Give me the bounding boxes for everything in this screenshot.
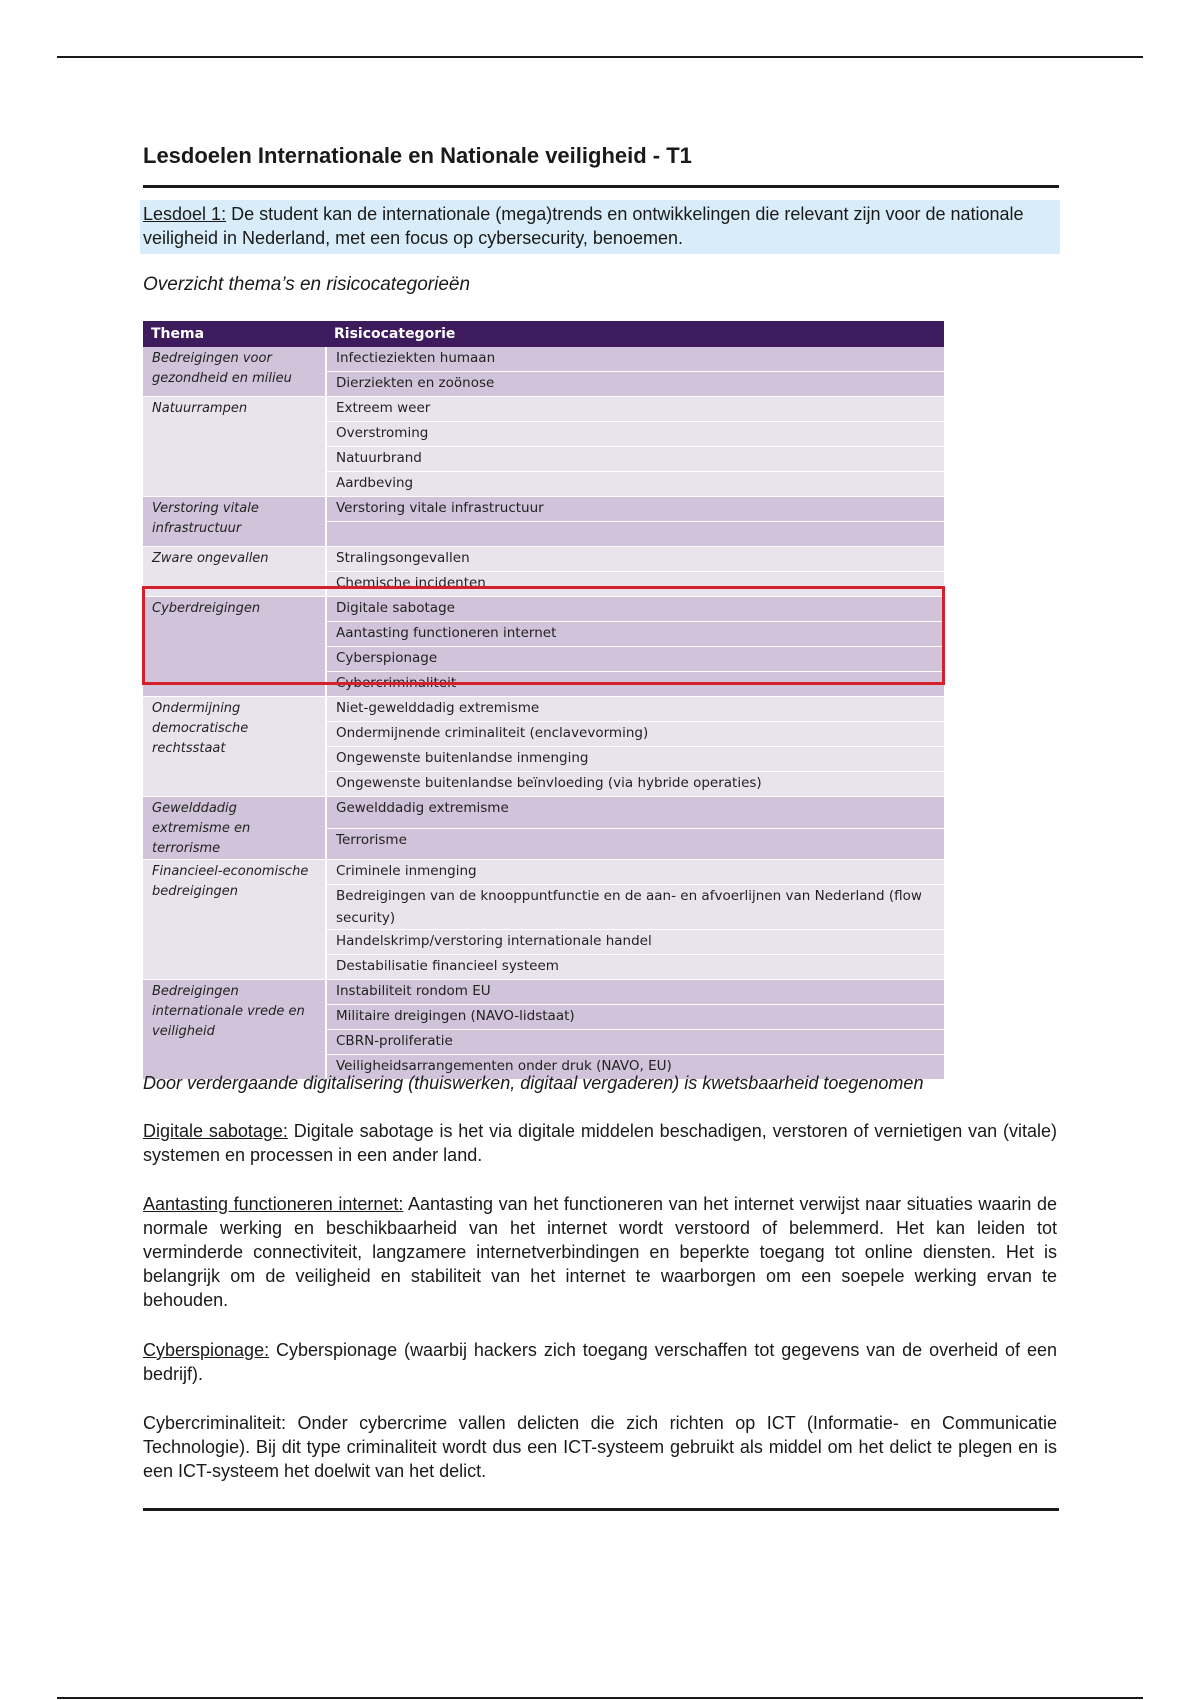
risicocategorie-cell: Niet-gewelddadig extremisme	[326, 697, 944, 722]
risk-table	[143, 321, 944, 1080]
risk-table-row	[143, 497, 944, 522]
paragraph-label: Cyberspionage:	[143, 1340, 270, 1360]
risicocategorie-cell: Veiligheidsarrangementen onder druk (NAVO, EU)	[326, 1055, 944, 1080]
learning-goal	[140, 200, 1060, 254]
thema-cell: Verstoring vitale infrastructuur	[143, 497, 326, 547]
paragraph-cyberspionage	[143, 1338, 1057, 1386]
thema-cell: Natuurrampen	[143, 397, 326, 497]
risk-table-row	[143, 547, 944, 572]
thema-cell: Gewelddadig extremisme en terrorisme	[143, 797, 326, 860]
paragraph-text: Aantasting van het functioneren van het internet verwijst naar situaties waarin de normale werking en beschikbaarheid van het internet wordt verstoord of belemmerd. Het kan leiden tot verminderde connectiviteit, langzamere internetverbindingen en beperkte toegang tot online diensten. Het is belangrijk om de veiligheid en stabiliteit van het internet te waarborgen om een soepele werking ervan te behouden.	[143, 1194, 1058, 1310]
paragraph-digitale-sabotage	[143, 1119, 1057, 1167]
learning-goal-text: De student kan de internationale (mega)trends en ontwikkelingen die relevant zijn voor de nationale veiligheid in Nederland, met een focus op cybersecurity, benoemen.	[143, 204, 1024, 248]
risicocategorie-cell: Instabiliteit rondom EU	[326, 980, 944, 1005]
thema-cell: Bedreigingen voor gezondheid en milieu	[143, 347, 326, 397]
document-title: Lesdoelen Internationale en Nationale veiligheid - T1	[143, 143, 692, 168]
title-underline	[143, 185, 1059, 188]
paragraph-label: Digitale sabotage:	[143, 1121, 288, 1141]
risicocategorie-cell: Ongewenste buitenlandse beïnvloeding (via hybride operaties)	[326, 772, 944, 797]
page-bottom-rule	[57, 1697, 1143, 1699]
digitalisation-note: Door verdergaande digitalisering (thuiswerken, digitaal vergaderen) is kwetsbaarheid toegenomen	[143, 1073, 924, 1093]
risicocategorie-cell: Digitale sabotage	[326, 597, 944, 622]
risicocategorie-cell: Infectieziekten humaan	[326, 347, 944, 372]
risicocategorie-cell: Destabilisatie financieel systeem	[326, 955, 944, 980]
cyberdreigingen-highlight	[142, 586, 945, 685]
learning-goal-label: Lesdoel 1:	[143, 204, 227, 224]
risk-table-row	[143, 397, 944, 422]
thema-cell: Bedreigingen internationale vrede en veiligheid	[143, 980, 326, 1080]
thema-cell: Zware ongevallen	[143, 547, 326, 597]
risicocategorie-cell: Aantasting functioneren internet	[326, 622, 944, 647]
page-top-rule	[57, 56, 1143, 58]
risicocategorie-cell: Handelskrimp/verstoring internationale handel	[326, 930, 944, 955]
risicocategorie-cell: Natuurbrand	[326, 447, 944, 472]
risicocategorie-cell: Stralingsongevallen	[326, 547, 944, 572]
risk-table-row	[143, 697, 944, 722]
risicocategorie-cell: Aardbeving	[326, 472, 944, 497]
paragraph-text: Cybercriminaliteit: Onder cybercrime vallen delicten die zich richten op ICT (Informatie- en Communicatie Technologie). Bij dit type criminaliteit wordt dus een ICT-systeem gebruikt als middel om het delict te plegen en is een ICT-systeem het doelwit van het delict.	[143, 1413, 1057, 1481]
header-risicocategorie: Risicocategorie	[326, 321, 944, 347]
risicocategorie-cell: Overstroming	[326, 422, 944, 447]
risicocategorie-cell: Criminele inmenging	[326, 860, 944, 885]
paragraph-text: Cyberspionage (waarbij hackers zich toegang verschaffen tot gegevens van de overheid of een bedrijf).	[143, 1340, 1057, 1384]
risicocategorie-cell: CBRN-proliferatie	[326, 1030, 944, 1055]
paragraph-cybercriminaliteit	[143, 1411, 1057, 1483]
risicocategorie-cell: Cyberspionage	[326, 647, 944, 672]
risk-table-row	[143, 797, 944, 829]
risicocategorie-cell: Bedreigingen van de knooppuntfunctie en de aan- en afvoerlijnen van Nederland (flow security)	[326, 885, 944, 930]
risicocategorie-cell: Ongewenste buitenlandse inmenging	[326, 747, 944, 772]
header-thema: Thema	[143, 321, 326, 347]
risk-table-header	[143, 321, 944, 347]
paragraph-label: Aantasting functioneren internet:	[143, 1194, 404, 1214]
risk-table-row	[143, 860, 944, 885]
risicocategorie-cell: Ondermijnende criminaliteit (enclavevorming)	[326, 722, 944, 747]
risicocategorie-cell: Verstoring vitale infrastructuur	[326, 497, 944, 522]
risicocategorie-cell: Dierziekten en zoönose	[326, 372, 944, 397]
risicocategorie-cell: Militaire dreigingen (NAVO-lidstaat)	[326, 1005, 944, 1030]
thema-cell: Ondermijning democratische rechtsstaat	[143, 697, 326, 797]
risk-table-row	[143, 347, 944, 372]
risk-table-body	[143, 347, 944, 1080]
paragraph-text: Digitale sabotage is het via digitale middelen beschadigen, verstoren of vernietigen van (vitale) systemen en processen in een ander land.	[143, 1121, 1057, 1165]
risicocategorie-cell: Extreem weer	[326, 397, 944, 422]
risicocategorie-cell: Gewelddadig extremisme	[326, 797, 944, 829]
thema-cell: Cyberdreigingen	[143, 597, 326, 697]
document-bottom-rule	[143, 1508, 1059, 1511]
risicocategorie-cell: Chemische incidenten	[326, 572, 944, 597]
paragraph-aantasting-internet	[143, 1192, 1057, 1312]
thema-cell: Financieel-economische bedreigingen	[143, 860, 326, 980]
risk-table-row	[143, 980, 944, 1005]
risicocategorie-cell	[326, 522, 944, 547]
risicocategorie-cell: Terrorisme	[326, 828, 944, 860]
risicocategorie-cell: Cybercriminaliteit	[326, 672, 944, 697]
overview-title: Overzicht thema’s en risicocategorieën	[143, 274, 471, 295]
